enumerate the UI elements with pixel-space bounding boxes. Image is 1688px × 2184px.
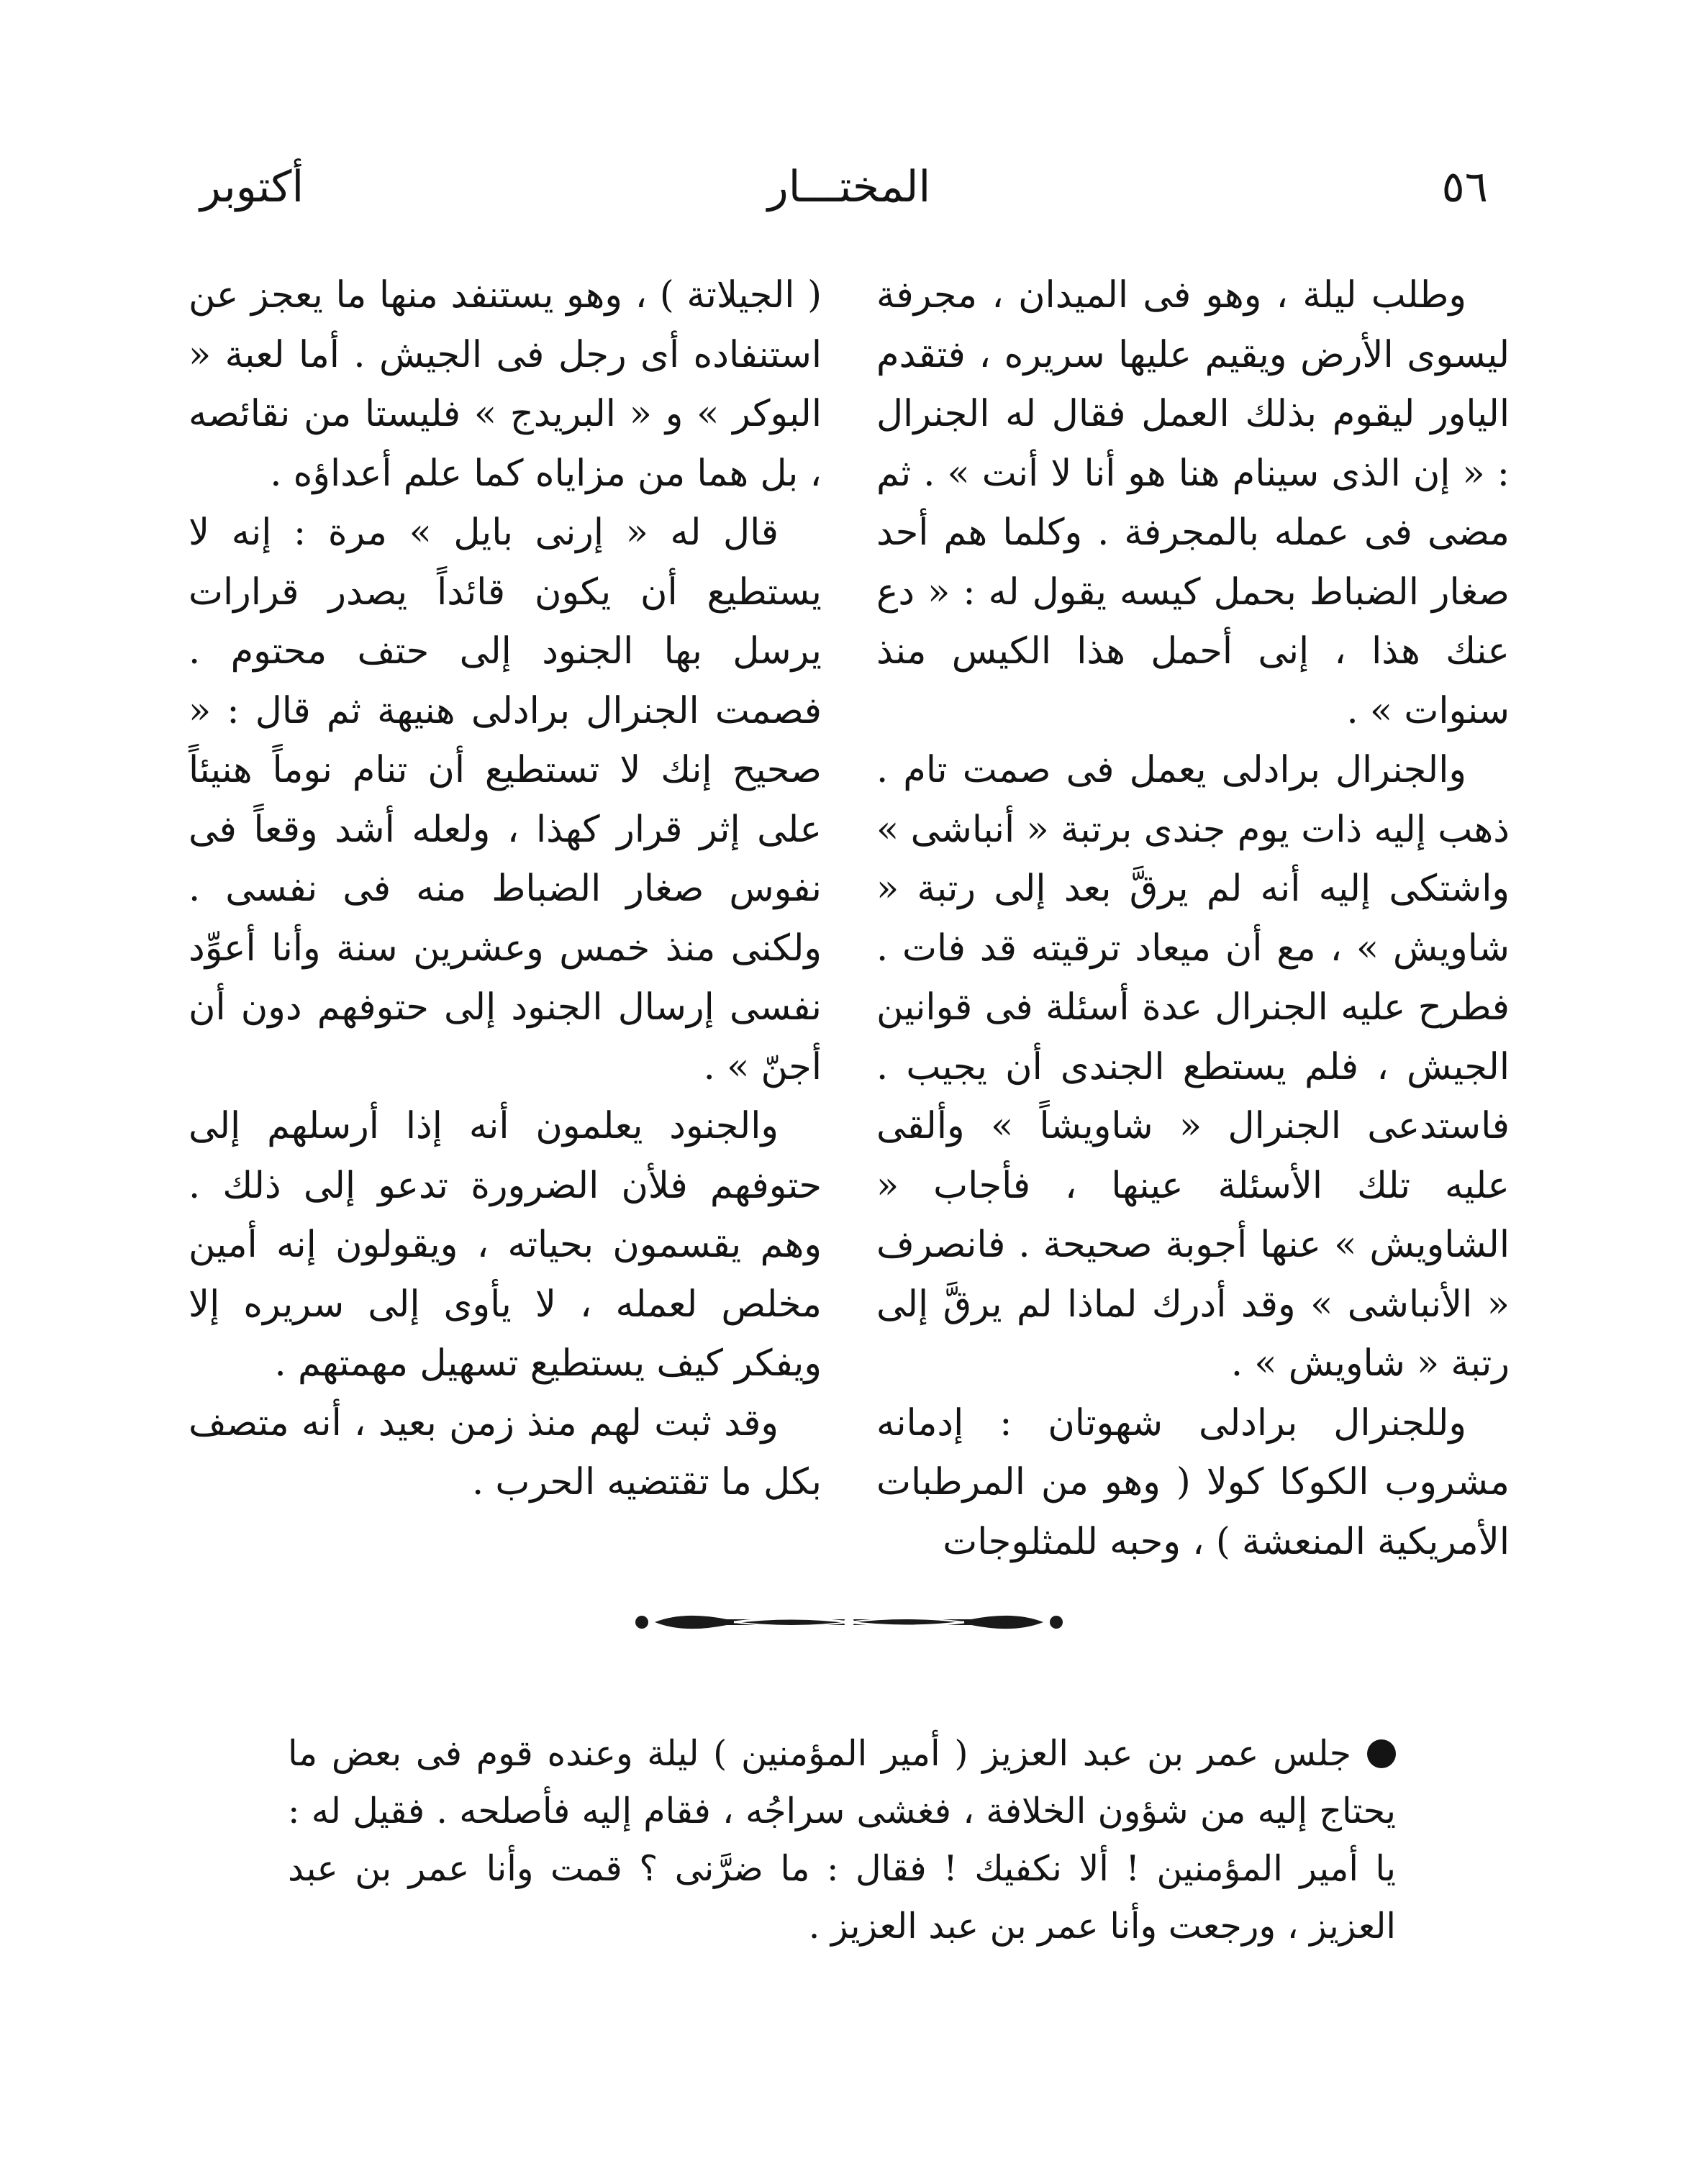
anecdote-box <box>288 1725 1396 1955</box>
page-number: ٥٦ <box>1441 162 1488 212</box>
magazine-title: المختـــار <box>767 162 931 212</box>
ornament-divider <box>626 1601 1072 1644</box>
paragraph: والجنرال برادلى يعمل فى صمت تام . ذهب إليه ذات يوم جندى برتبة « أنباشى » واشتكى إليه أنه لم يرقَّ بعد إلى رتبة « شاويش » ، مع أن ميعاد ترقيته قد فات . فطرح عليه الجنرال عدة أسئلة فى قوانين الجيش ، فلم يستطع الجندى أن يجيب . فاستدعى الجنرال « شاويشاً » وألقى عليه تلك الأسئلة عينها ، فأجاب « الشاويش » عنها أجوبة صحيحة . فانصرف « الأنباشى » وقد أدرك لماذا لم يرقَّ إلى رتبة « شاويش » . <box>876 749 1510 1385</box>
right-column <box>876 266 1510 1572</box>
paragraph: وطلب ليلة ، وهو فى الميدان ، مجرفة ليسوى الأرض ويقيم عليها سريره ، فتقدم الياور ليقوم بذلك العمل فقال له الجنرال : « إن الذى سينام هنا هو أنا لا أنت » . ثم مضى فى عمله بالمجرفة . وكلما هم أحد صغار الضباط بحمل كيسه يقول له : « دع عنك هذا ، إنى أحمل هذا الكيس منذ سنوات » . <box>876 274 1510 732</box>
anecdote-text: جلس عمر بن عبد العزيز ( أمير المؤمنين ) ليلة وعنده قوم فى بعض ما يحتاج إليه من شؤون الخلافة ، فغشى سراجُه ، فقام إليه فأصلحه . فقيل له : يا أمير المؤمنين ! ألا نكفيك ! فقال : ما ضرَّنى ؟ قمت وأنا عمر بن عبد العزيز ، ورجعت وأنا عمر بن عبد العزيز . <box>288 1733 1396 1947</box>
paragraph: ( الجيلاتة ) ، وهو يستنفد منها ما يعجز عن استنفاده أى رجل فى الجيش . أما لعبة « البوكر » و « البريدج » فليستا من نقائصه ، بل هما من مزاياه كما علم أعداؤه . <box>189 274 822 495</box>
paragraph: وللجنرال برادلى شهوتان : إدمانه مشروب الكوكا كولا ( وهو من المرطبات الأمريكية المنعشة ) ، وحبه للمثلوجات <box>876 1401 1510 1563</box>
paragraph: وقد ثبت لهم منذ زمن بعيد ، أنه متصف بكل ما تقتضيه الحرب . <box>189 1401 822 1503</box>
bullet-icon <box>1367 1739 1396 1768</box>
paragraph: قال له « إرنى بايل » مرة : إنه لا يستطيع أن يكون قائداً يصدر قرارات يرسل بها الجنود إلى حتف محتوم . فصمت الجنرال برادلى هنيهة ثم قال : « صحيح إنك لا تستطيع أن تنام نوماً هنيئاً على إثر قرار كهذا ، ولعله أشد وقعاً فى نفوس صغار الضباط منه فى نفسى . ولكنى منذ خمس وعشرين سنة وأنا أعوِّد نفسى إرسال الجنود إلى حتوفهم دون أن أجنّ » . <box>189 511 822 1088</box>
paragraph: والجنود يعلمون أنه إذا أرسلهم إلى حتوفهم فلأن الضرورة تدعو إلى ذلك . وهم يقسمون بحياته ، ويقولون إنه أمين مخلص لعمله ، لا يأوى إلى سريره إلا ويفكر كيف يستطيع تسهيل مهمتهم . <box>189 1105 822 1385</box>
left-column <box>189 266 822 1513</box>
issue-month: أكتوبر <box>200 162 304 212</box>
